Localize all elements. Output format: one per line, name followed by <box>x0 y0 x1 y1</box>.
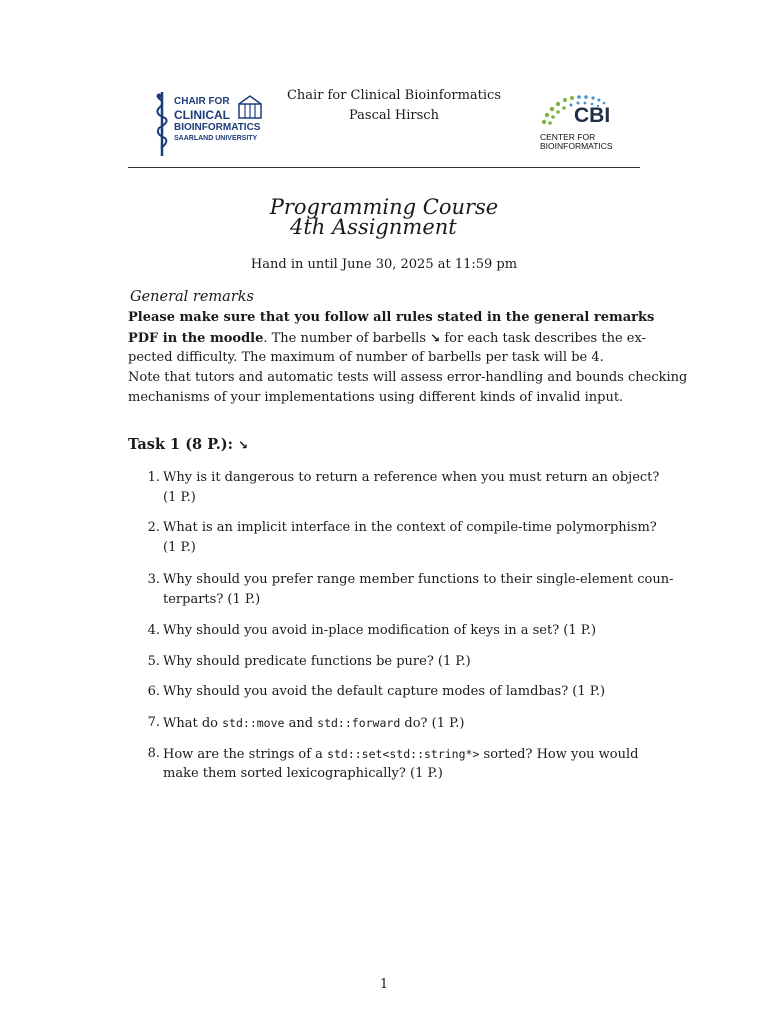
question-number: 5. <box>147 654 160 669</box>
chair-logo <box>152 90 272 158</box>
remarks-bold2: PDF in the moodle <box>128 331 264 346</box>
logo-line-clinical: CLINICAL <box>174 108 230 122</box>
task1-heading <box>128 436 248 453</box>
question-text: Why should you prefer range member functions to their single-element coun- <box>163 572 674 587</box>
question-number: 2. <box>147 520 160 535</box>
question-text: Why should you avoid the default capture modes of lamdbas? (1 P.) <box>163 684 606 699</box>
code-std-move: std::move <box>222 716 285 730</box>
remarks-bold1: Please make sure that you follow all rules stated in the general remarks <box>128 310 655 325</box>
question-text <box>163 713 464 734</box>
code-std-set: std::set<std::string*> <box>327 747 480 761</box>
question-number: 8. <box>147 746 160 761</box>
remarks-line4: Note that tutors and automatic tests will assess error-handling and bounds checking <box>128 370 688 385</box>
question-text-c: do? (1 P.) <box>400 716 465 731</box>
question-number: 1. <box>147 470 160 485</box>
question-number: 3. <box>147 572 160 587</box>
remarks-line5: mechanisms of your implementations using different kinds of invalid input. <box>128 390 624 405</box>
title-line1: Programming Course <box>269 195 499 219</box>
question-text-b: sorted? How you would <box>479 747 639 762</box>
title-line2: 4th Assignment <box>290 215 457 239</box>
question-text: Why is it dangerous to return a reference when you must return an object? <box>163 470 660 485</box>
cbi-logo <box>538 94 638 156</box>
code-std-forward: std::forward <box>317 716 401 730</box>
question-points: (1 P.) <box>163 490 196 505</box>
author-name: Pascal Hirsch <box>349 108 439 123</box>
question-text <box>163 744 638 765</box>
task1-heading-text: Task 1 (8 P.): <box>128 436 233 453</box>
remarks-line2 <box>128 328 646 349</box>
remarks-text2a: . The number of barbells <box>263 331 431 346</box>
header-rule <box>128 167 640 168</box>
question-number: 4. <box>147 623 160 638</box>
remarks-line1 <box>128 308 655 328</box>
cbi-sub-line2: BIOINFORMATICS <box>540 141 613 151</box>
question-points: terparts? (1 P.) <box>163 592 261 607</box>
remarks-line3: pected difficulty. The maximum of number of barbells per task will be 4. <box>128 350 604 365</box>
question-text-a: What do <box>163 716 223 731</box>
remarks-heading: General remarks <box>130 289 254 305</box>
question-text-a: How are the strings of a <box>163 747 328 762</box>
question-text: What is an implicit interface in the context of compile-time polymorphism? <box>163 520 657 535</box>
question-text: Why should you avoid in-place modification of keys in a set? (1 P.) <box>163 623 597 638</box>
logo-line-chair: CHAIR FOR <box>174 96 230 107</box>
page-number: 1 <box>379 977 389 992</box>
question-number: 6. <box>147 684 160 699</box>
cbi-wordmark: CBI <box>574 104 611 127</box>
question-text-line2: make them sorted lexicographically? (1 P.) <box>163 766 443 781</box>
logo-line-university: SAARLAND UNIVERSITY <box>174 135 258 142</box>
logo-line-bioinformatics: BIOINFORMATICS <box>174 122 261 133</box>
remarks-text2b: for each task describes the ex- <box>440 331 646 346</box>
question-text: Why should predicate functions be pure? (1 P.) <box>163 654 471 669</box>
due-date: Hand in until June 30, 2025 at 11:59 pm <box>250 257 518 272</box>
barbell-icon: ↘ <box>238 438 249 452</box>
question-points: (1 P.) <box>163 540 196 555</box>
cbi-sub-line1: CENTER FOR <box>540 132 596 142</box>
chair-name: Chair for Clinical Bioinformatics <box>286 88 501 103</box>
barbell-icon: ↘ <box>430 331 441 345</box>
question-text-b: and <box>284 716 318 731</box>
question-number: 7. <box>147 715 160 730</box>
